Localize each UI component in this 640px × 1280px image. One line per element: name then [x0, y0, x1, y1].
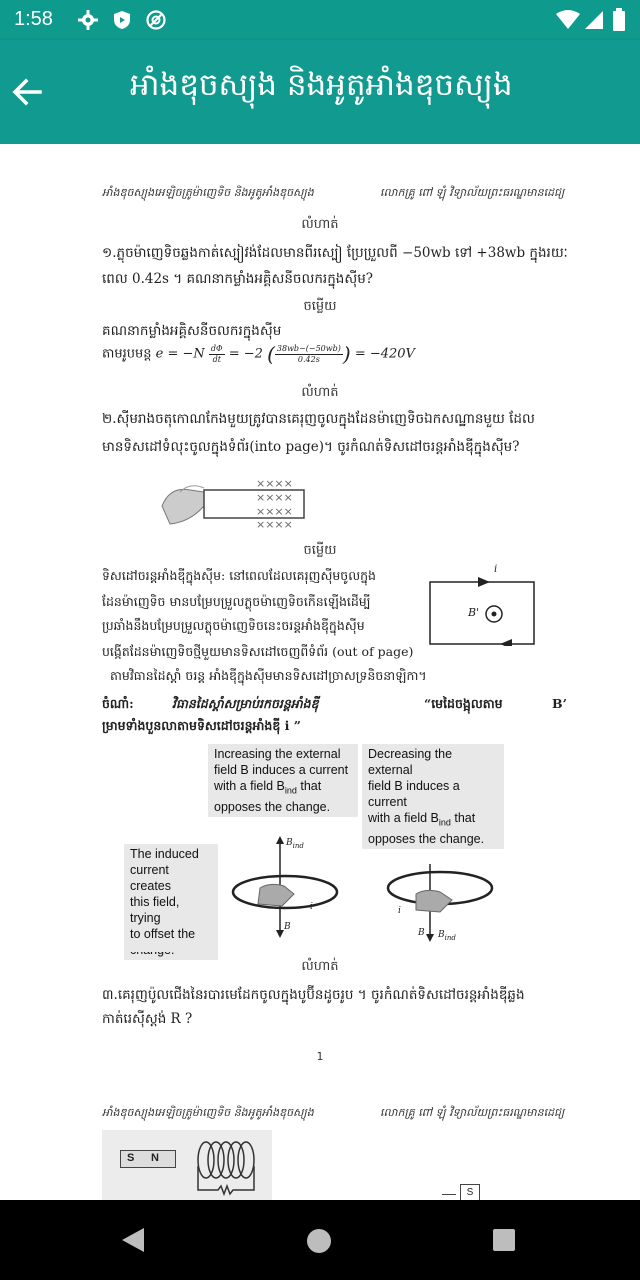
exercise-label-1: លំហាត់ [301, 217, 339, 232]
magnet-s-label: S [127, 1152, 135, 1164]
a1-formula: តាមរូបមន្ត e = −N $\frac{d\Phi}{dt}$ = −2 ( $\frac{38wb-(-50wb)}{0.42s}$ ) = −420V [102, 342, 415, 366]
svg-text:××××: ×××× [256, 505, 293, 518]
navigation-bar [0, 1200, 640, 1280]
magnet-n-label: N [151, 1152, 159, 1164]
caption-decreasing-l3b: ind [438, 817, 451, 828]
at-circle-icon [146, 10, 166, 30]
q3-line1: ៣.គេរុញប៉ូលជើងនៃរបារមេដែកចូលក្នុងបូប៊ីនដូចរូប ។ ចូរកំណត់ទិសដៅចរន្តអាំងឌុីឆ្លង [102, 987, 525, 1003]
wifi-icon [556, 10, 580, 30]
right-hand-rule-figure-1 [230, 834, 350, 940]
s-pole-box: S [460, 1184, 480, 1200]
page2-header-right: លោកគ្រូ ពៅ ឡុំ វិទ្យាល័យព្រះធរណ្ឌមានដេជ្យ [380, 1106, 565, 1119]
caption-decreasing-l4: opposes the change. [368, 831, 485, 846]
note-quote: “មេដៃចង្អុលតាម [424, 696, 503, 711]
caption-increasing-l1: Increasing the external [214, 747, 341, 761]
fig2-bind-ind: ind [444, 933, 456, 942]
caption-strip [124, 944, 216, 952]
nav-recents-icon[interactable] [492, 1228, 516, 1252]
a2-line2: ដែនម៉ាញេទិច មានបម្រែបម្រួលភ្លុចម៉ាញេទិចកើនឡើងដើម្បី [102, 594, 371, 609]
fig2-bind-label [438, 930, 456, 942]
q3-line2: កាត់រេស៊ីស្តង់ R ? [102, 1011, 193, 1027]
caption-decreasing-l3 [368, 810, 498, 831]
s-pole-line [442, 1194, 456, 1195]
fig1-bind-b: B [286, 838, 293, 848]
caption-increasing-l4: opposes the change. [214, 799, 331, 814]
note-label: ចំណាំ: [102, 696, 134, 711]
document-view[interactable] [0, 144, 640, 1200]
magnet-coil-figure [102, 1130, 272, 1200]
back-arrow-icon[interactable] [10, 74, 46, 110]
battery-icon [612, 8, 626, 32]
nav-home-icon[interactable] [306, 1228, 332, 1254]
q1-line1: ១.ភ្លុចម៉ាញេទិចឆ្លងកាត់ស្បៀវង់ដែលមានពីរស្បៀ ប្រែប្រួលពី −50wb ទៅ +38wb ក្នុងរយៈ [102, 245, 568, 261]
fig1-bind-ind: ind [292, 841, 304, 850]
page-number: 1 [316, 1050, 324, 1063]
caption-increasing-l3 [214, 778, 352, 799]
a1-den: 0.42s [297, 354, 320, 364]
a1-line1: គណនាកម្លាំងអគ្គិសនីចលករក្នុងស៊ីម [102, 323, 282, 339]
a1-prefix: តាមរូបមន្ត [102, 346, 152, 362]
answer-label-2: ចម្លើយ [303, 543, 337, 558]
a1-fraction [275, 344, 343, 365]
caption-induced-l2: current creates [130, 863, 171, 893]
caption-induced [124, 844, 218, 960]
loop-current-diagram [428, 564, 538, 646]
a1-result: = −420V [354, 346, 415, 362]
a2-line4: បង្កើតដែនម៉ាញេទិចថ្មីមួយមានទិសដៅចេញពីទំព័រ (out of page) [102, 644, 414, 659]
settings-icon [78, 10, 98, 30]
cell-signal-icon [584, 10, 604, 30]
a2-line1: ទិសដៅចរន្តអាំងឌុីក្នុងស៊ីម: នៅពេលដែលគេរុញស៊ីមចូលក្នុង [102, 568, 376, 583]
nav-back-icon[interactable] [120, 1226, 146, 1254]
fig1-b-label: B [284, 922, 291, 932]
caption-decreasing-l3a: with a field B [368, 811, 439, 825]
q2-line2: មានទិសដៅទំលុះចូលក្នុងទំព័រ(into page)។ ចូរកំណត់ទិសដៅចរន្តអាំងឌុីក្នុងស៊ីម? [102, 439, 520, 455]
caption-induced-l3: this field, trying [130, 895, 180, 925]
caption-decreasing-l1: Decreasing the external [368, 747, 453, 777]
svg-text:××××: ×××× [256, 518, 293, 531]
svg-text:××××: ×××× [256, 491, 293, 504]
status-time: 1:58 [14, 8, 53, 30]
a1-num: 38wb−(−50wb) [276, 343, 341, 353]
loop-i-label: i [494, 564, 498, 575]
hand-loop-figure [160, 476, 310, 532]
shield-icon [112, 10, 132, 30]
caption-increasing-l2: field B induces a current [214, 763, 349, 777]
caption-increasing-l3c: that [296, 779, 322, 793]
note-line2: ម្រាមទាំងបួនលាតាមទិសដៅចរន្តអាំងឌុី i ” [102, 718, 301, 733]
app-bar [0, 40, 640, 144]
a1-eq2: = −2 [228, 346, 263, 362]
fig1-bind-label [286, 838, 304, 850]
fig1-i-label: i [310, 902, 313, 912]
caption-increasing-l3b: ind [284, 785, 297, 796]
fig2-bind-b: B [438, 930, 445, 940]
right-hand-rule-figure-2 [386, 860, 496, 944]
caption-induced-l1: The induced [130, 847, 199, 861]
a1-e: e = −N [155, 346, 205, 362]
bar-magnet [120, 1150, 176, 1168]
a1-dphi: dΦ [210, 343, 223, 353]
caption-increasing-l3a: with a field B [214, 779, 285, 793]
caption-decreasing [362, 744, 504, 849]
q2-line1: ២.ស៊ីមរាងចតុកោណកែងមួយត្រូវបានគេរុញចូលក្នុងដែនម៉ាញេទិចឯកសណ្ឋានមួយ ដែល [102, 411, 535, 427]
page-header-right: លោកគ្រូ ពៅ ឡុំ វិទ្យាល័យព្រះធរណ្ឌមានដេជ្យ [380, 186, 565, 199]
note-b: B’ [552, 696, 567, 711]
a2-line5: តាមវិធានដៃស្តាំ ចរន្ត អាំងឌុីក្នុងស៊ីមមានទិសដៅច្រាសទ្រនិចនាឡិកា។ [110, 668, 427, 683]
coil-icon [192, 1136, 262, 1196]
answer-label-1: ចម្លើយ [303, 299, 337, 314]
page2-header-left: អាំងឌុចស្យុងអេឡិចត្រូម៉ាញេទិច និងអូតូអាំងឌុចស្យុង [102, 1106, 314, 1119]
a2-line3: ប្រឆាំងនឹងបម្រែបម្រួលភ្លុចម៉ាញេទិចនេះចរន្តអាំងឌុីក្នុងស៊ីម [102, 618, 365, 633]
loop-bprime-label: B' [468, 606, 480, 619]
fig2-b-label: B [418, 928, 425, 938]
caption-decreasing-l3c: that [450, 811, 476, 825]
exercise-label-2: លំហាត់ [301, 385, 339, 400]
status-bar [0, 0, 640, 40]
caption-induced-l4: to offset the [130, 927, 196, 941]
page-title: អាំងឌុចស្យុង និងអូតូអាំងឌុចស្យុង [130, 67, 513, 103]
caption-increasing [208, 744, 358, 817]
a1-dphi-dt [209, 344, 225, 365]
q1-line2: ពេល 0.42s ។ គណនាកម្លាំងអគ្គិសនីចលករក្នុងស៊ីម? [102, 271, 374, 287]
caption-decreasing-l2: field B induces a current [368, 779, 460, 809]
page-header-left: អាំងឌុចស្យុងអេឡិចត្រូម៉ាញេទិច និងអូតូអាំងឌុចស្យុង [102, 186, 314, 199]
note-text: វិធានដៃស្តាំសម្រាប់រកចរន្តអាំងឌុី [172, 696, 319, 711]
exercise-label-3: លំហាត់ [301, 959, 339, 974]
a1-dt: dt [212, 354, 221, 364]
svg-text:××××: ×××× [256, 477, 293, 490]
fig2-i-label: i [398, 906, 401, 916]
